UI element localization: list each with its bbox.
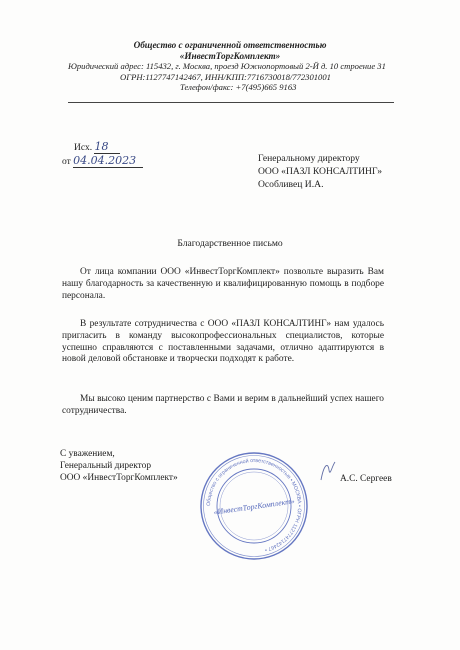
letter-date [62,154,143,168]
letterhead-org-type: Общество с ограниченной ответственностью [133,40,327,50]
letter-paragraph: Мы высоко ценим партнерство с Вами и верим в дальнейший успех нашего сотрудничества. [62,394,384,416]
seal-center-text: «ИнвестТоргКомплект» [213,496,296,517]
signature-mark [318,458,340,486]
letterhead-divider [68,102,394,103]
signature-block [60,448,178,485]
addressee-block [258,152,382,191]
letter-title: Благодарственное письмо [177,238,283,249]
letter-paragraph: В результате сотрудничества с ООО «ПАЗЛ КОНСАЛТИНГ» нам удалось пригласить в команду высокопрофессиональных специалистов, которые успешно справляются с поставленными задачами, отлично адаптируются в новой деловой обстановке и творчески подходят к работе. [62,319,384,365]
company-seal [198,450,310,562]
letterhead-legal-address: Юридический адрес: 115432, г. Москва, проезд Южнопортовый 2-Й д. 10 строение 31 [68,61,386,72]
outgoing-number-label: Исх. [74,143,93,153]
outgoing-number [74,140,120,154]
letterhead-org-name: «ИнвестТоргКомплект» [179,50,281,61]
letter-date-label: от [62,157,71,167]
signer-name: А.С. Сергеев [340,474,392,484]
seal-ring-text: Общество с ограниченной ответственностью • МОСКВА • ОГРН 1127747142467 • [205,457,303,553]
letter-paragraph: От лица компании ООО «ИнвестТоргКомплект» позвольте выразить Вам нашу благодарность за качественную и квалифицированную помощь в подборе персонала. [62,267,384,301]
signature-position: Генеральный директор [60,461,152,472]
letterhead [60,40,400,93]
signature-closing: С уважением, [60,449,115,459]
letterhead-ogrn-inn: ОГРН:1127747142467, ИНН/КПП:7716730018/772301001 [120,71,331,82]
signature-company: ООО «ИнвестТоргКомплект» [60,473,178,484]
letterhead-phone: Телефон/факс: +7(495)665 9163 [180,82,297,93]
addressee-company: ООО «ПАЗЛ КОНСАЛТИНГ» [258,166,383,177]
outgoing-number-value: 18 [94,140,109,153]
letter-date-value: 04.04.2023 [73,154,137,167]
addressee-position: Генеральному директору [258,153,360,164]
addressee-name: Особливец И.А. [258,179,324,190]
